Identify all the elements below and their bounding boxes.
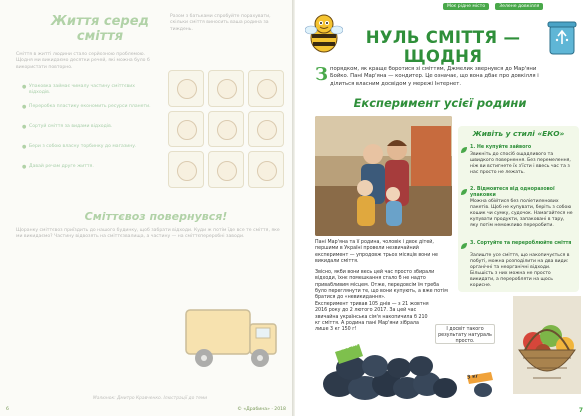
left-page — [0, 0, 292, 416]
garbage-truck-illustration — [178, 290, 282, 380]
tip-2-body: Можна обійтися без поліетиленових пакетів. Щоб не купувати, беріть з собою кошик чи сумку, судочок. Намагайтеся не купувати продукти, запаковані в тару, яку потім неможливо переробити. — [470, 199, 573, 228]
tip-3-heading: 3. Сортуйте та перероблюйте сміття — [470, 241, 572, 246]
face-illustration — [208, 151, 244, 188]
recycle-bin-icon — [545, 16, 579, 56]
faces-illustration-grid — [168, 70, 284, 188]
face-illustration — [168, 111, 204, 148]
sidebar-title: Живіть у стилі «ЕКО» — [472, 129, 565, 138]
left-page-number: 6 — [6, 407, 9, 412]
left-page-intro-text: Сміття в житті людини стало серйозною проблемою. Щодня ми викидаємо десятки речей, які можна було б використати повторно. — [16, 52, 150, 70]
right-page-number: 7 — [578, 407, 583, 414]
bag-label-small: 3 кг — [466, 373, 479, 381]
nav-pill-city: Моє рідне місто — [443, 3, 489, 10]
intro-dropcap: З — [315, 64, 328, 85]
experiment-heading: Експеримент усієї родини — [353, 96, 527, 110]
eco-tips-sidebar — [458, 126, 579, 292]
left-bullet-3: ● Сортуй сміття за видами відходів. — [22, 124, 152, 130]
bag-label-big: 210 кг — [336, 340, 360, 353]
leaf-bullet-icon — [460, 146, 468, 154]
intro-text: порядком, як краще боротися зі сміттям, Джмелик звернувся до Мар'яни Бойко. Пані Мар'яна — кондитер. Це означає, що вона дбає про довкілля і ділиться власним досвідом у мережі Інтернет. — [329, 66, 539, 87]
left-page-footer — [6, 407, 286, 412]
left-bullet-2: ● Переробка пластику економить ресурси планети. — [22, 104, 152, 110]
vegetable-basket-photo — [513, 296, 581, 394]
face-illustration — [168, 151, 204, 188]
face-illustration — [208, 111, 244, 148]
left-section2-text: Щоранку сміттєвоз приїздить до нашого будинку, щоб забрати відходи. Куди ж потім їде все те сміття, яке ми викидаємо? Частину відвозять на сміттєзвалища, а частину — на сміттєпереробні заводи. — [16, 228, 280, 240]
bumblebee-mascot-icon — [305, 12, 343, 54]
nav-pill-environment: Зелене довкілля — [495, 3, 543, 10]
intro-paragraph — [315, 66, 545, 88]
right-page — [295, 0, 587, 416]
left-page-title: Життя серед сміття — [50, 14, 150, 44]
left-illustration-caption: Малюнок: Дмитро Кравченко. Ілюстрації до теми — [92, 396, 208, 401]
page-title: НУЛЬ СМІТТЯ — ЩОДНЯ — [365, 28, 521, 66]
leaf-bullet-icon — [460, 242, 468, 250]
leaf-bullet-icon — [460, 188, 468, 196]
result-callout: І досвіт такого результату натураль просто. — [435, 324, 495, 344]
tip-1-body: Звикніть до спосіб ощадливого та швидкого повернення. Без перемелення, ніж ви встигнете їх з'їсти і ввесь час та з нас просто не лежать. — [470, 152, 571, 175]
body-paragraph-1: Пані Мар'яна та її родина, чоловік і двоє дітей, першими в Україні провели незвичайний експеримент — упродовж трьох місяців вони не викидали сміття. — [315, 240, 438, 264]
face-illustration — [168, 70, 204, 107]
left-section2-title: Сміттєвоз повернувся! — [84, 210, 228, 223]
face-illustration — [248, 151, 284, 188]
left-footer-text: © «Драбина» · 2018 — [237, 407, 286, 412]
face-illustration — [208, 70, 244, 107]
face-illustration — [248, 111, 284, 148]
family-photo — [315, 116, 452, 236]
left-bullet-4: ● Бери з собою власну торбинку до магазину. — [22, 144, 152, 150]
body-paragraph-3: Експеримент тривав 105 днів — з 21 жовтня 2016 року до 2 лютого 2017. За цей час звичайна українська сім'я накопичила б 210 кг сміття. А родина пані Мар'яни зібрала лише 3 кг 150 г! — [315, 302, 429, 333]
face-illustration — [248, 70, 284, 107]
tip-2-heading: 2. Відмовтеся від одноразової упаковки — [470, 187, 555, 198]
tip-3-body: Залиште усе сміття, що накопичується в побуті, можна розподілити на два види: органічні та неорганічні відходи. Більшість з них можна не просто викидати, а переробляти на щось корисне. — [470, 253, 570, 288]
left-bullet-1: ● Упаковка займає чималу частину сміттєвих відходів. — [22, 84, 152, 96]
left-bullet-5: ● Давай речам друге життя. — [22, 164, 152, 170]
tip-1-heading: 1. Не купуйте зайвого — [470, 145, 532, 150]
body-paragraph-2: Звісно, якби вони весь цей час просто збирали відходи, їхнє помешкання стало б не надто привабливим місцем. Отже, передовсім їм треба було переглянути те, що вони купують, а вже потім братися до «невикидання». — [315, 270, 448, 301]
left-page-column2-text: Разом з батьками спробуйте порахувати, скільки сміття виносить ваша родина за тиждень. — [170, 14, 271, 32]
section-nav — [443, 2, 543, 10]
